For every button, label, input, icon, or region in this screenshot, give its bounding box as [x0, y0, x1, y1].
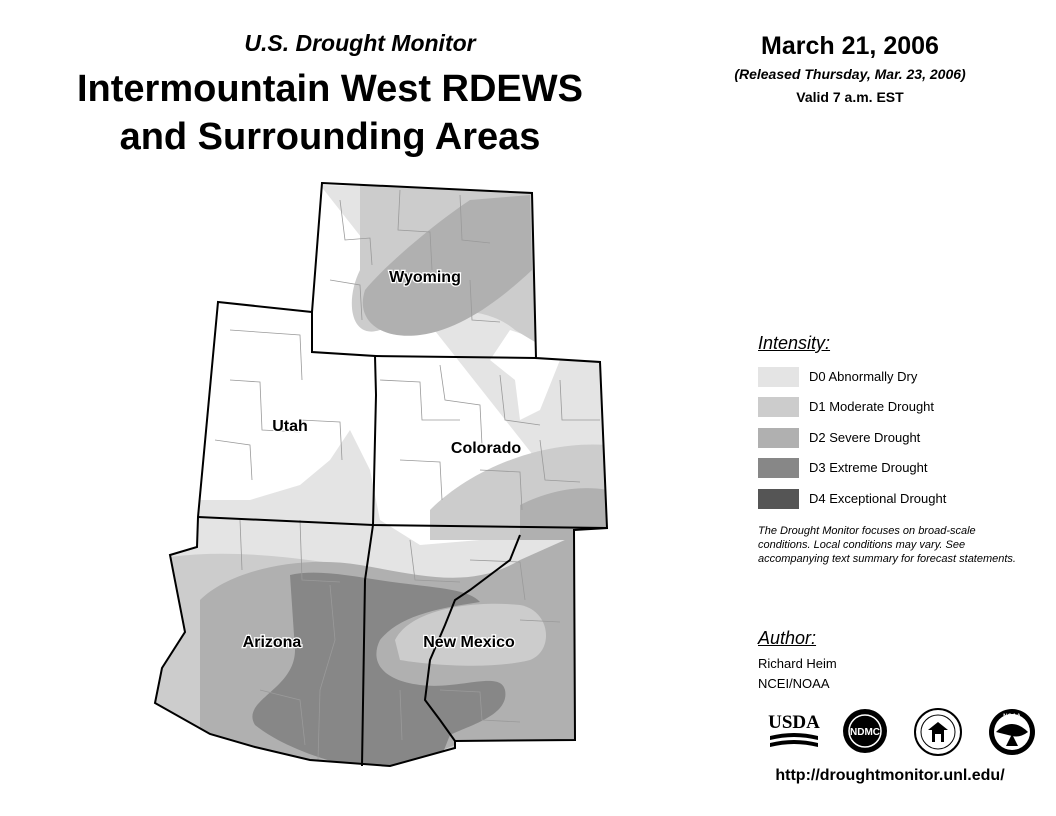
- map-title-line-2: and Surrounding Areas: [119, 116, 541, 158]
- map-date: March 21, 2006: [761, 32, 939, 60]
- release-date: (Released Thursday, Mar. 23, 2006): [734, 66, 966, 82]
- usda-logo-text: USDA: [768, 712, 820, 733]
- usda-logo: [766, 708, 822, 752]
- legend-label-d4: D4 Exceptional Drought: [809, 491, 947, 506]
- drought-map: [145, 178, 615, 773]
- legend-swatch-d3: [758, 458, 799, 478]
- state-label-utah: Utah: [272, 418, 308, 435]
- ndmc-logo: [842, 708, 888, 754]
- author-name: Richard Heim: [758, 656, 837, 671]
- ndmc-logo-text: NDMC: [850, 727, 880, 738]
- legend-label-d3: D3 Extreme Drought: [809, 460, 928, 475]
- department-of-commerce-seal-icon: [914, 708, 962, 756]
- state-label-new-mexico: New Mexico: [423, 634, 515, 651]
- legend-label-d1: D1 Moderate Drought: [809, 399, 935, 414]
- legend-swatch-d0: [758, 367, 799, 387]
- legend-swatch-d4: [758, 489, 799, 509]
- state-label-colorado: Colorado: [450, 440, 522, 457]
- noaa-logo-text: NOAA: [1003, 714, 1021, 720]
- legend-swatch-d1: [758, 397, 799, 417]
- legend-label-d2: D2 Severe Drought: [809, 430, 921, 445]
- valid-time: Valid 7 a.m. EST: [796, 89, 904, 105]
- author-organization: NCEI/NOAA: [758, 676, 830, 691]
- map-subtitle: U.S. Drought Monitor: [244, 30, 476, 56]
- disclaimer-note: The Drought Monitor focuses on broad-scale conditions. Local conditions may vary. See accompanying text summary for forecast statements.: [758, 525, 1016, 565]
- noaa-logo: [988, 708, 1036, 756]
- state-label-arizona: Arizona: [242, 634, 302, 651]
- author-heading: Author:: [758, 628, 817, 648]
- map-title-line-1: Intermountain West RDEWS: [77, 68, 583, 110]
- legend-swatch-d2: [758, 428, 799, 448]
- state-label-wyoming: Wyoming: [389, 269, 461, 286]
- website-url[interactable]: http://droughtmonitor.unl.edu/: [775, 767, 1005, 784]
- legend-label-d0: D0 Abnormally Dry: [809, 369, 918, 384]
- legend-heading: Intensity:: [758, 333, 831, 353]
